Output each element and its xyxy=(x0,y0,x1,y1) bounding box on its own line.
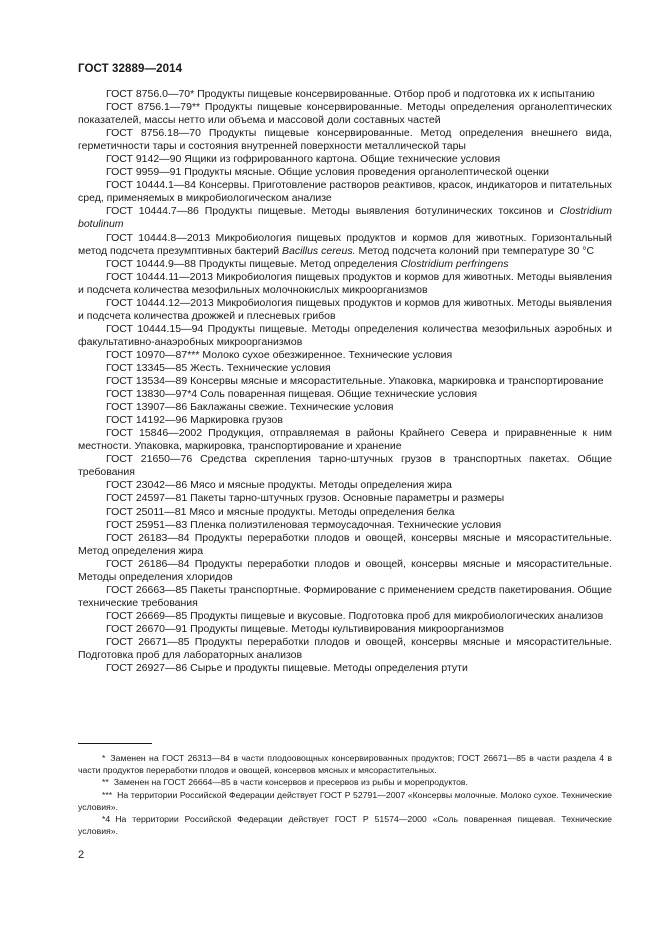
reference-item xyxy=(78,401,612,414)
reference-item xyxy=(78,427,612,453)
reference-title: Пакеты тарно-штучных грузов. Основные параметры и размеры xyxy=(187,492,505,505)
reference-item xyxy=(78,297,612,323)
reference-item xyxy=(78,375,612,388)
reference-latin-name: Clostridium perfringens xyxy=(400,257,509,270)
reference-title: Микробиология пищевых продуктов и кормов для животных. Методы выявления и подсчета количества дрожжей и плесневых грибов xyxy=(78,296,612,322)
reference-code: ГОСТ 10444.1—84 xyxy=(106,179,196,192)
reference-code: ГОСТ 10444.9—88 xyxy=(106,257,196,270)
reference-title: Жесть. Технические условия xyxy=(187,361,331,374)
reference-code: ГОСТ 9959—91 xyxy=(106,166,182,179)
reference-code: ГОСТ 13534—89 xyxy=(106,375,188,388)
reference-code: ГОСТ 15846—2002 xyxy=(106,427,203,440)
reference-title: Продукты пищевые консервированные. Отбор проб и подготовка их к испытанию xyxy=(194,88,595,100)
footnote-mark: * xyxy=(102,753,106,763)
reference-code: ГОСТ 25011—81 xyxy=(106,505,187,518)
footnote-item xyxy=(78,776,612,788)
footnote-text: На территории Российской Федерации действует ГОСТ Р 51574—2000 «Соль поваренная пищевая. Технические условия». xyxy=(78,814,612,837)
reference-item xyxy=(78,205,612,231)
reference-code: ГОСТ 13345—85 xyxy=(106,361,188,374)
reference-title: Продукты переработки плодов и овощей, консервы мясные и мясорастительные. Метод определения жира xyxy=(78,531,612,557)
footnote-item xyxy=(78,752,612,776)
reference-title: Мясо и мясные продукты. Методы определения белка xyxy=(186,505,455,518)
reference-title: Сырье и продукты пищевые. Методы определения ртути xyxy=(187,662,468,675)
reference-title: Молоко сухое обезжиренное. Технические условия xyxy=(199,348,453,361)
reference-item xyxy=(78,479,612,492)
reference-item xyxy=(78,558,612,584)
reference-code: ГОСТ 8756.18—70 xyxy=(106,127,201,140)
reference-code: ГОСТ 23042—86 xyxy=(106,479,188,492)
reference-item xyxy=(78,610,612,623)
reference-item xyxy=(78,453,612,479)
reference-item xyxy=(78,271,612,297)
reference-title-cont: Метод подсчета колоний при температуре 30 °С xyxy=(355,244,595,257)
footnote-mark: ** xyxy=(102,777,109,788)
reference-title: Баклажаны свежие. Технические условия xyxy=(187,401,394,414)
footnotes xyxy=(78,752,612,837)
reference-code: ГОСТ 8756.1—79** xyxy=(106,101,201,114)
footnote-mark: *4 xyxy=(102,814,111,825)
reference-item xyxy=(78,101,612,127)
reference-latin-name: Bacillus cereus. xyxy=(282,244,356,257)
reference-code: ГОСТ 26663—85 xyxy=(106,583,188,596)
reference-code: ГОСТ 10444.7—86 xyxy=(106,205,199,218)
reference-title: Продукты пищевые. Методы культивирования микроорганизмов xyxy=(187,622,504,635)
reference-title: Микробиология пищевых продуктов и кормов для животных. Методы выявления и подсчета количества мезофильных молочнокислых микроорганизмов xyxy=(78,270,613,296)
reference-item xyxy=(78,88,612,101)
reference-item xyxy=(78,323,612,349)
document-header: ГОСТ 32889—2014 xyxy=(78,63,183,75)
reference-code: ГОСТ 26183—84 xyxy=(106,531,190,544)
reference-code: ГОСТ 26669—85 xyxy=(106,609,188,622)
reference-item xyxy=(78,414,612,427)
footnote-separator xyxy=(78,743,152,744)
reference-title: Продукция, отправляемая в районы Крайнего Севера и приравненные к ним местности. Упаковка, маркировка, транспортирование и хранение xyxy=(78,427,612,453)
reference-code: ГОСТ 13907—86 xyxy=(106,401,188,414)
footnote-mark: *** xyxy=(102,789,113,800)
reference-item xyxy=(78,179,612,205)
reference-title: Продукты пищевые консервированные. Метод определения внешнего вида, герметичности тары и состояния внутренней поверхности металлической тары xyxy=(78,127,612,153)
reference-code: ГОСТ 10444.8—2013 xyxy=(106,231,211,244)
reference-code: ГОСТ 13830—97*4 xyxy=(106,388,198,401)
reference-title: Продукты мясные. Общие условия проведения органолептической оценки xyxy=(181,166,550,179)
page-number: 2 xyxy=(78,849,85,861)
reference-title: Продукты пищевые. Методы выявления ботулинических токсинов и xyxy=(198,205,560,218)
reference-code: ГОСТ 10444.15—94 xyxy=(106,322,204,335)
reference-item xyxy=(78,662,612,675)
reference-title: Соль поваренная пищевая. Общие технические условия xyxy=(197,388,478,401)
footnote-text: На территории Российской Федерации действует ГОСТ Р 52791—2007 «Консервы молочные. Молоко сухое. Технические условия». xyxy=(78,789,612,812)
reference-code: ГОСТ 10970—87*** xyxy=(106,348,200,361)
reference-item xyxy=(78,362,612,375)
reference-code: ГОСТ 26670—91 xyxy=(106,622,188,635)
reference-code: ГОСТ 24597—81 xyxy=(106,492,188,505)
reference-code: ГОСТ 14192—96 xyxy=(106,414,188,427)
reference-code: ГОСТ 10444.11—2013 xyxy=(106,270,213,283)
reference-item xyxy=(78,532,612,558)
reference-title: Ящики из гофрированного картона. Общие технические условия xyxy=(181,153,501,166)
reference-title: Пленка полиэтиленовая термоусадочная. Технические условия xyxy=(187,518,502,531)
normative-references-list xyxy=(78,88,612,675)
reference-item xyxy=(78,492,612,505)
reference-title: Продукты пищевые. Метод определения xyxy=(195,257,401,270)
reference-title: Пакеты транспортные. Формирование с применением средств пакетирования. Общие технические требования xyxy=(78,583,613,609)
footnote-item xyxy=(78,789,612,813)
footnote-item xyxy=(78,813,612,837)
reference-item xyxy=(78,519,612,532)
reference-title: Мясо и мясные продукты. Методы определения жира xyxy=(187,479,452,492)
reference-item xyxy=(78,623,612,636)
reference-title: Продукты переработки плодов и овощей, консервы мясные и мясорастительные. Подготовка проб для лабораторных анализов xyxy=(78,635,612,662)
reference-code: ГОСТ 21650—76 xyxy=(106,453,193,466)
footnote-text: Заменен на ГОСТ 26664—85 в части консервов и пресервов из рыбы и морепродуктов. xyxy=(113,777,468,788)
reference-title: Продукты пищевые и вкусовые. Подготовка проб для микробиологических анализов xyxy=(187,609,604,622)
reference-item xyxy=(78,584,612,610)
reference-item xyxy=(78,636,612,662)
reference-title: Продукты переработки плодов и овощей, консервы мясные и мясорастительные. Методы определения хлоридов xyxy=(78,557,612,583)
reference-item xyxy=(78,349,612,362)
reference-title: Микробиология пищевых продуктов и кормов для животных. Горизонтальный метод подсчета презумптивных бактерий xyxy=(78,231,612,257)
reference-title: Маркировка грузов xyxy=(187,414,283,427)
reference-item xyxy=(78,258,612,271)
reference-item xyxy=(78,506,612,519)
reference-code: ГОСТ 10444.12—2013 xyxy=(106,296,214,309)
reference-code: ГОСТ 25951—83 xyxy=(106,518,188,531)
reference-item xyxy=(78,153,612,166)
reference-code: ГОСТ 26186—84 xyxy=(106,557,190,570)
reference-item xyxy=(78,388,612,401)
reference-title: Консервы мясные и мясорастительные. Упаковка, маркировка и транспортирование xyxy=(187,375,604,388)
reference-code: ГОСТ 26927—86 xyxy=(106,662,188,675)
reference-item xyxy=(78,127,612,153)
reference-item xyxy=(78,166,612,179)
reference-title: Консервы. Приготовление растворов реактивов, красок, индикаторов и питательных сред, применяемых в микробиологическом анализе xyxy=(78,179,612,205)
reference-code: ГОСТ 26671—85 xyxy=(106,635,190,648)
reference-title: Продукты пищевые консервированные. Методы определения органолептических показателей, массы нетто или объема и массовой доли составных частей xyxy=(78,101,613,127)
reference-item xyxy=(78,232,612,258)
reference-latin-name: Clostridium botulinum xyxy=(78,205,612,231)
reference-code: ГОСТ 9142—90 xyxy=(106,153,182,166)
reference-title: Продукты пищевые. Методы определения количества мезофильных аэробных и факультативно-анаэробных микроорганизмов xyxy=(78,322,612,348)
reference-code: ГОСТ 8756.0—70* xyxy=(106,88,195,100)
reference-title: Средства скрепления тарно-штучных грузов в транспортных пакетах. Общие требования xyxy=(78,453,612,479)
footnote-text: Заменен на ГОСТ 26313—84 в части плодоовощных консервированных продуктов; ГОСТ 26671—85 в части раздела 4 в части продуктов переработки плодов и овощей, консервов мясных и мясорастительных. xyxy=(78,753,612,776)
